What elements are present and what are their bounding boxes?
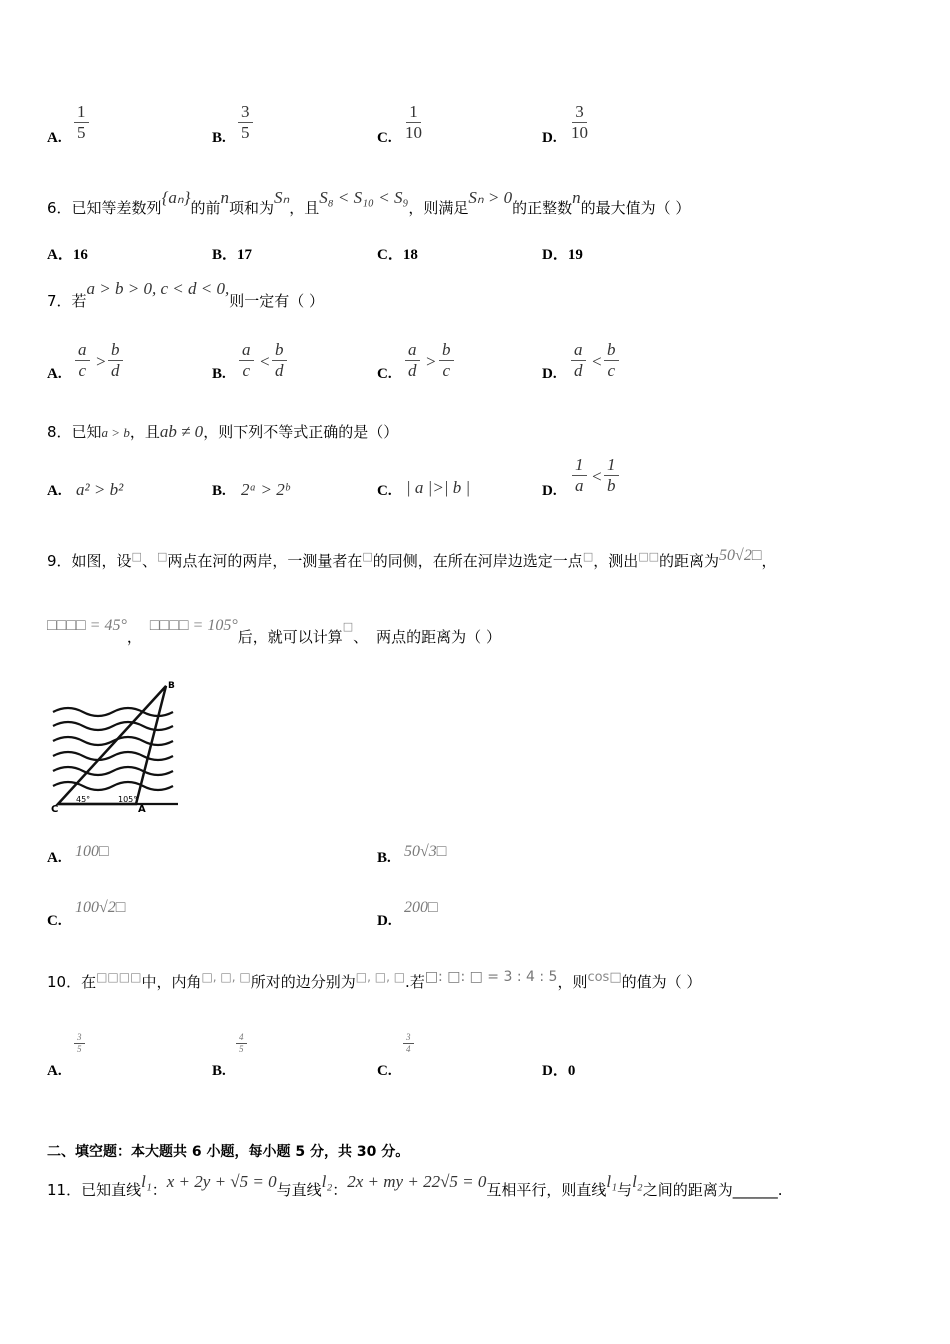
q8-option-b-math: 2ᵃ > 2ᵇ (241, 480, 290, 499)
q9-option-c-math: 100√2□ (75, 899, 126, 916)
text: 、 (353, 628, 369, 646)
text: ，且 (289, 199, 320, 217)
question-number: 8．已知 (47, 423, 102, 441)
text: ： (151, 1181, 167, 1199)
denominator: c (78, 361, 87, 380)
q7-option-a-label[interactable]: A. (47, 366, 62, 382)
math: l₂ (321, 1172, 333, 1191)
option-b-fraction (238, 102, 253, 143)
q9-option-a-label[interactable]: A. (47, 850, 62, 866)
q7-option-c-label[interactable]: C. (377, 366, 392, 382)
q6-option-b[interactable]: B．17 (212, 247, 253, 263)
option-d-fraction (571, 102, 588, 143)
text: 11．已知直线 (47, 1181, 142, 1199)
text: ，测出 (593, 552, 639, 570)
q10-option-c-label[interactable]: C. (377, 1063, 392, 1079)
river-triangle-figure (48, 676, 188, 814)
missing-glyph: □ (156, 550, 168, 563)
text: ，则满足 (408, 199, 469, 217)
denominator: c (607, 361, 616, 380)
operator: > (425, 352, 437, 371)
q10-option-b-label[interactable]: B. (212, 1063, 226, 1079)
math: a > b > 0, c < d < 0, (86, 279, 230, 298)
fraction (403, 1032, 414, 1055)
denominator: a (575, 476, 584, 495)
math: n (220, 188, 229, 207)
fraction (239, 340, 254, 381)
q7-option-d-label[interactable]: D. (542, 366, 557, 382)
numerator: b (439, 340, 454, 361)
text: .若 (405, 973, 425, 991)
operator: < (259, 352, 271, 371)
math: Sₙ > 0 (468, 188, 513, 207)
text: 的同侧，在所在河岸边选定一点 (372, 552, 583, 570)
denominator: c (242, 361, 251, 380)
text: 的距离为 (659, 552, 720, 570)
option-c-fraction (405, 102, 422, 143)
q9-option-b-math: 50√3□ (404, 843, 447, 860)
math: cos□ (587, 970, 622, 985)
fraction (108, 340, 123, 381)
figure-angle-105: 105° (118, 795, 138, 804)
question-9-line1 (47, 547, 777, 573)
numerator: 1 (406, 102, 421, 123)
text: 的前 (190, 199, 221, 217)
question-number: 7．若 (47, 292, 87, 310)
text: 中，内角 (141, 973, 202, 991)
option-b-label[interactable]: B. (212, 130, 226, 146)
denominator: 5 (239, 1044, 244, 1054)
denominator: 4 (406, 1044, 411, 1054)
denominator: d (408, 361, 417, 380)
math: Sₙ (273, 188, 290, 207)
fraction (236, 1032, 247, 1055)
operator: < (591, 352, 603, 371)
question-9-line2 (47, 617, 501, 649)
denominator: 5 (241, 123, 250, 142)
q8-option-a-label[interactable]: A. (47, 483, 62, 499)
denominator: d (574, 361, 583, 380)
missing-glyph: □ (582, 550, 594, 563)
numerator: 1 (604, 455, 619, 476)
denominator: b (607, 476, 616, 495)
missing-glyph: □ (131, 550, 142, 563)
numerator: a (405, 340, 420, 361)
fraction (75, 340, 90, 381)
figure-label-b: B (168, 681, 175, 691)
text: 所对的边分别为 (250, 973, 356, 991)
text: 的值为（ ） (621, 973, 702, 991)
missing-glyph: □ (362, 550, 373, 563)
q6-option-c[interactable]: C．18 (377, 247, 418, 263)
math: l₁ (606, 1172, 618, 1191)
operator: > (95, 352, 107, 371)
text: 已知等差数列 (71, 199, 162, 217)
text: ，且 (129, 423, 160, 441)
text: 互相平行，则直线 (486, 1181, 607, 1199)
option-a-fraction (74, 102, 89, 143)
question-10 (47, 969, 702, 994)
q8-option-c-math: | a |>| b | (406, 478, 471, 497)
text: 的正整数 (512, 199, 573, 217)
math: a > b (101, 425, 130, 440)
denominator: d (275, 361, 284, 380)
question-7 (47, 279, 325, 311)
math: S₈ < S₁₀ < S₉ (319, 188, 409, 207)
question-8 (47, 422, 398, 443)
q6-option-d[interactable]: D．19 (542, 247, 583, 263)
figure-angle-45: 45° (76, 795, 91, 804)
text: 两点的距离为（ ） (376, 628, 501, 646)
question-11 (47, 1172, 783, 1200)
numerator: 4 (236, 1032, 247, 1044)
numerator: 3 (572, 102, 587, 123)
fraction (439, 340, 454, 381)
text: ， (126, 628, 142, 646)
question-number: 6． (47, 199, 72, 217)
numerator: b (108, 340, 123, 361)
question-6 (47, 188, 691, 218)
denominator: 10 (571, 123, 588, 142)
numerator: b (604, 340, 619, 361)
denominator: d (111, 361, 120, 380)
q10-option-d[interactable]: D．0 (542, 1063, 576, 1079)
denominator: c (442, 361, 451, 380)
text: 的最大值为（ ） (580, 199, 691, 217)
text: 9．如图，设 (47, 552, 132, 570)
numerator: a (571, 340, 586, 361)
missing-glyph: □, □, □ (355, 970, 406, 984)
fraction (74, 1032, 85, 1055)
text: 与直线 (276, 1181, 322, 1199)
fraction (604, 340, 619, 381)
text: 项和为 (228, 199, 274, 217)
text: . (777, 1181, 783, 1199)
q9-option-d-label[interactable]: D. (377, 913, 392, 929)
text: ，则 (557, 973, 588, 991)
numerator: 3 (403, 1032, 414, 1044)
missing-glyph: □□□□ (96, 970, 142, 984)
q6-option-a[interactable]: A．16 (47, 247, 88, 263)
q8-option-b-label[interactable]: B. (212, 483, 226, 499)
fraction (572, 455, 587, 496)
option-a-label[interactable]: A. (47, 130, 62, 146)
text: 后，就可以计算 (237, 628, 343, 646)
math: x + 2y + √5 = 0 (166, 1172, 277, 1191)
operator: < (591, 467, 603, 486)
ratio-math: □: □: □ = 3 : 4 : 5 (424, 969, 558, 985)
math: n (572, 188, 581, 207)
q7-option-b-label[interactable]: B. (212, 366, 226, 382)
text: 10．在 (47, 973, 97, 991)
q9-option-c-label[interactable]: C. (47, 913, 62, 929)
missing-glyph: □, □, □ (201, 970, 251, 984)
numerator: 1 (572, 455, 587, 476)
q9-option-a-math: 100□ (75, 843, 109, 860)
denominator: 5 (77, 123, 86, 142)
figure-label-a: A (138, 804, 146, 814)
text: ： (332, 1181, 348, 1199)
fraction (272, 340, 287, 381)
numerator: 3 (238, 102, 253, 123)
math: {aₙ} (161, 188, 191, 207)
math: ab ≠ 0 (159, 422, 204, 441)
math: □□□□ = 105° (149, 617, 238, 634)
numerator: a (239, 340, 254, 361)
math: 2x + my + 22√5 = 0 (347, 1172, 487, 1191)
fraction (604, 455, 619, 496)
missing-glyph: □ (342, 620, 354, 633)
math: □□□□ = 45° (47, 617, 127, 634)
denominator: 10 (405, 123, 422, 142)
q8-option-d-label[interactable]: D. (542, 483, 557, 499)
fraction (571, 340, 586, 381)
numerator: 3 (74, 1032, 85, 1044)
text: 与 (617, 1181, 633, 1199)
q9-option-b-label[interactable]: B. (377, 850, 391, 866)
text: 两点在河的两岸，一测量者在 (167, 552, 363, 570)
q8-option-c-label[interactable]: C. (377, 483, 392, 499)
figure-label-c: C (51, 804, 59, 814)
text: 之间的距离为 (642, 1181, 733, 1199)
numerator: a (75, 340, 90, 361)
math: l₂ (632, 1172, 643, 1191)
fraction (405, 340, 420, 381)
math: l₁ (141, 1172, 152, 1191)
numerator: 1 (74, 102, 89, 123)
answer-blank[interactable]: ______ (732, 1181, 778, 1199)
section-title: 二、填空题：本大题共 6 小题，每小题 5 分，共 30 分。 (47, 1144, 410, 1160)
text: 则一定有（ ） (229, 292, 325, 310)
math: 50√2□ (719, 547, 762, 564)
denominator: 5 (77, 1044, 82, 1054)
q10-option-a-label[interactable]: A. (47, 1063, 62, 1079)
text: ， (761, 552, 777, 570)
text: 、 (141, 552, 157, 570)
q9-option-d-math: 200□ (404, 899, 438, 916)
numerator: b (272, 340, 287, 361)
q8-option-a-math: a² > b² (76, 480, 124, 499)
option-d-label[interactable]: D. (542, 130, 557, 146)
text: ，则下列不等式正确的是（） (203, 423, 399, 441)
missing-glyph: □□ (638, 550, 660, 563)
option-c-label[interactable]: C. (377, 130, 392, 146)
